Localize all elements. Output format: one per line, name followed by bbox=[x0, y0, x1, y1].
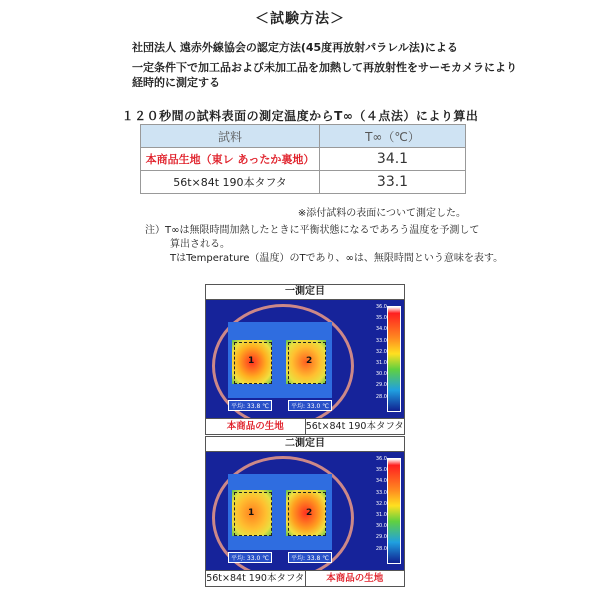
scale-tick: 34.0 bbox=[375, 478, 387, 485]
readout-1: 平均: 33.0 ℃ bbox=[228, 552, 272, 563]
area-label-2: 2 bbox=[306, 508, 313, 518]
intro-line-2: 一定条件下で加工品および未加工品を加熱して再放射性をサーモカメラにより bbox=[132, 61, 517, 74]
scale-tick: 28.0 bbox=[375, 545, 387, 552]
scale-tick: 35.0 bbox=[375, 315, 387, 322]
scale-tick: 35.0 bbox=[375, 467, 387, 474]
note-line-2: 算出される。 bbox=[170, 239, 230, 250]
row-value: 33.1 bbox=[320, 171, 466, 194]
row-value: 34.1 bbox=[320, 148, 466, 171]
scale-tick: 36.0 bbox=[375, 456, 387, 462]
scale-tick: 31.0 bbox=[375, 359, 387, 366]
readout-1: 平均: 33.8 ℃ bbox=[228, 400, 272, 411]
thermo-panel-2 bbox=[205, 436, 405, 587]
scale-tick: 33.0 bbox=[375, 337, 387, 344]
readout-2: 平均: 33.8 ℃ bbox=[288, 552, 332, 563]
panel-captions bbox=[206, 418, 404, 434]
area-label-2: 2 bbox=[306, 356, 313, 366]
scale-tick: 29.0 bbox=[375, 382, 387, 389]
table-row bbox=[141, 148, 466, 171]
scale-tick: 34.0 bbox=[375, 326, 387, 333]
scale-tick: 30.0 bbox=[375, 523, 387, 530]
caption-right: 本商品の生地 bbox=[305, 571, 405, 586]
thermo-panel-1 bbox=[205, 284, 405, 435]
intro-line-1: 社団法人 遠赤外線協会の認定方法(45度再放射パラレル法)による bbox=[132, 41, 458, 54]
header-sample: 試料 bbox=[141, 125, 320, 148]
thermograph-image bbox=[206, 300, 404, 418]
page-title: ＜試験方法＞ bbox=[255, 11, 345, 27]
scale-tick: 31.0 bbox=[375, 511, 387, 518]
results-table bbox=[140, 124, 466, 194]
thermograph-image bbox=[206, 452, 404, 570]
row-sample: 本商品生地（東レ あったか裏地） bbox=[141, 148, 320, 171]
caption-right: 56t×84t 190本タフタ bbox=[305, 421, 404, 432]
scale-tick: 36.0 bbox=[375, 304, 387, 310]
scale-tick: 32.0 bbox=[375, 500, 387, 507]
color-scale-bar bbox=[387, 306, 401, 412]
table-header-row bbox=[141, 125, 466, 148]
scale-ticks bbox=[369, 302, 387, 414]
scale-tick: 32.0 bbox=[375, 348, 387, 355]
scale-tick: 33.0 bbox=[375, 489, 387, 496]
scale-tick: 29.0 bbox=[375, 534, 387, 541]
table-caption: １２０秒間の試料表面の測定温度からT∞（４点法）により算出 bbox=[121, 109, 479, 123]
row-sample: 56t×84t 190本タフタ bbox=[141, 171, 320, 194]
panel-captions bbox=[206, 570, 404, 586]
scale-tick: 30.0 bbox=[375, 371, 387, 378]
scale-ticks bbox=[369, 454, 387, 566]
caption-left: 56t×84t 190本タフタ bbox=[206, 573, 305, 584]
area-label-1: 1 bbox=[248, 356, 255, 366]
readout-2: 平均: 33.0 ℃ bbox=[288, 400, 332, 411]
header-value: T∞（℃） bbox=[320, 125, 466, 148]
area-label-1: 1 bbox=[248, 508, 255, 518]
table-row bbox=[141, 171, 466, 194]
panel-title: 二測定目 bbox=[206, 437, 404, 452]
note-line-1: 注）T∞は無限時間加熱したときに平衡状態になるであろう温度を予測して bbox=[145, 225, 480, 236]
scale-tick: 28.0 bbox=[375, 393, 387, 400]
panel-title: 一測定目 bbox=[206, 285, 404, 300]
table-note: ※添付試料の表面について測定した。 bbox=[297, 208, 466, 219]
caption-left: 本商品の生地 bbox=[226, 421, 284, 432]
note-line-3: TはTemperature（温度）のTであり、∞は、無限時間という意味を表す。 bbox=[170, 253, 504, 264]
intro-line-3: 経時的に測定する bbox=[132, 76, 220, 89]
color-scale-bar bbox=[387, 458, 401, 564]
